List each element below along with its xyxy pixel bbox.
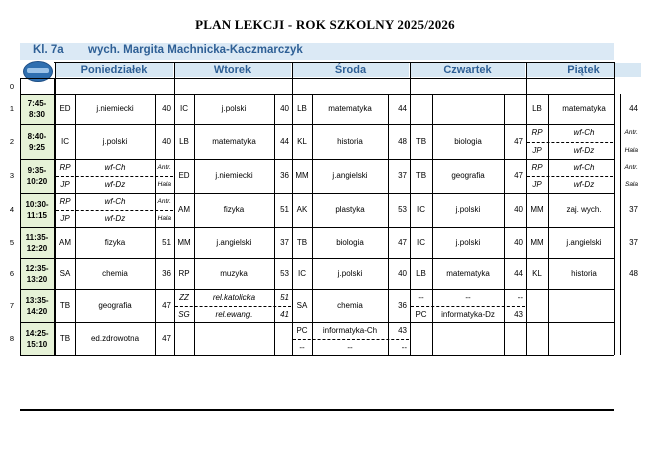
lesson-room: 51: [280, 205, 289, 214]
lesson-time: [20, 159, 54, 193]
lesson-subject: wf-Dz: [104, 180, 126, 189]
lesson-teacher: IC: [298, 269, 306, 278]
lesson-subject: wf-Ch: [104, 197, 126, 206]
lesson-teacher: ED: [59, 104, 71, 113]
grid-line: [20, 78, 614, 79]
lesson-teacher: JP: [60, 180, 70, 189]
lesson-teacher: --: [418, 293, 424, 302]
lesson-room: 47: [162, 301, 171, 310]
lesson-room: 36: [162, 269, 171, 278]
lesson-room: 53: [398, 205, 407, 214]
lesson-subject: j.angielski: [216, 238, 252, 247]
lesson-subject: --: [465, 293, 471, 302]
lesson-subject: historia: [337, 137, 363, 146]
lesson-room: 47: [514, 137, 523, 146]
split-divider: [411, 306, 525, 307]
lesson-subject: wf-Dz: [573, 180, 595, 189]
day-header-1: Poniedziałek: [55, 63, 173, 77]
lesson-teacher: RP: [59, 163, 71, 172]
footer-divider: [20, 409, 614, 411]
lesson-room: Antr.: [157, 198, 171, 205]
lesson-teacher: RP: [59, 197, 71, 206]
class-header: [20, 43, 614, 60]
lesson-subject: biologia: [336, 238, 364, 247]
lesson-subject: j.polski: [102, 137, 128, 146]
split-divider: [527, 142, 613, 143]
lesson-room: 37: [629, 238, 638, 247]
page-title: PLAN LEKCJI - ROK SZKOLNY 2025/2026: [195, 17, 455, 32]
lesson-time: [20, 94, 54, 124]
lesson-room: Hala: [157, 215, 171, 222]
lesson-subject: wf-Ch: [573, 128, 595, 137]
lesson-subject: wf-Dz: [104, 214, 126, 223]
lesson-subject: zaj. wych.: [566, 205, 602, 214]
lesson-subject: plastyka: [335, 205, 365, 214]
lesson-teacher: JP: [60, 214, 70, 223]
row-number: 8: [9, 334, 15, 343]
lesson-subject: --: [347, 343, 353, 352]
lesson-time: [20, 124, 54, 159]
lesson-teacher: LB: [532, 104, 542, 113]
lesson-subject: wf-Ch: [573, 163, 595, 172]
split-divider: [293, 339, 409, 340]
lesson-time: [20, 193, 54, 227]
lesson-teacher: MM: [295, 171, 309, 180]
lesson-time: [20, 227, 54, 258]
lesson-room: 37: [629, 205, 638, 214]
lesson-time-text: 7:45- 8:30: [27, 99, 47, 119]
lesson-subject: matematyka: [212, 137, 256, 146]
lesson-room: 43: [514, 310, 523, 319]
lesson-teacher: RP: [178, 269, 190, 278]
lesson-time-text: 9:35- 10:20: [26, 166, 48, 186]
lesson-room: 40: [280, 104, 289, 113]
lesson-room: 36: [398, 301, 407, 310]
lesson-room: 51: [280, 293, 289, 302]
day-header-2: Wtorek: [174, 63, 291, 77]
lesson-teacher: SA: [296, 301, 308, 310]
lesson-subject: chemia: [337, 301, 363, 310]
lesson-teacher: KL: [532, 269, 542, 278]
lesson-teacher: KL: [297, 137, 307, 146]
lesson-teacher: MM: [177, 238, 191, 247]
lesson-room: 40: [398, 269, 407, 278]
lesson-room: 51: [162, 238, 171, 247]
lesson-subject: j.polski: [337, 269, 363, 278]
row-number: 4: [9, 205, 15, 214]
lesson-time: [20, 322, 54, 355]
lesson-teacher: PC: [415, 310, 427, 319]
lesson-subject: informatyka-Ch: [322, 326, 378, 335]
split-divider: [56, 176, 173, 177]
lesson-teacher: LB: [297, 104, 307, 113]
lesson-room: 40: [514, 205, 523, 214]
lesson-subject: ed.zdrowotna: [90, 334, 140, 343]
lesson-time-text: 13:35- 14:20: [25, 295, 49, 316]
lesson-room: 44: [398, 104, 407, 113]
lesson-subject: biologia: [454, 137, 482, 146]
lesson-subject: fizyka: [223, 205, 245, 214]
lesson-subject: fizyka: [104, 238, 126, 247]
lesson-room: Antr.: [624, 164, 638, 171]
lesson-teacher: TB: [415, 171, 427, 180]
lesson-teacher: RP: [531, 128, 543, 137]
lesson-room: 48: [629, 269, 638, 278]
lesson-room: 37: [280, 238, 289, 247]
lesson-teacher: TB: [296, 238, 308, 247]
lesson-subject: chemia: [102, 269, 128, 278]
lesson-teacher: AM: [59, 238, 71, 247]
lesson-subject: rel.katolicka: [212, 293, 256, 302]
lesson-teacher: LB: [179, 137, 189, 146]
lesson-room: 47: [514, 171, 523, 180]
lesson-subject: matematyka: [328, 104, 372, 113]
lesson-subject: j.niemiecki: [215, 171, 253, 180]
lesson-room: 44: [514, 269, 523, 278]
lesson-room: 53: [280, 269, 289, 278]
row-number: 7: [9, 301, 15, 310]
lesson-room: 37: [398, 171, 407, 180]
lesson-time: [20, 258, 54, 289]
lesson-subject: j.polski: [221, 104, 247, 113]
lesson-teacher: TB: [415, 137, 427, 146]
lesson-teacher: IC: [417, 238, 425, 247]
lesson-subject: matematyka: [446, 269, 490, 278]
lesson-teacher: ZZ: [179, 293, 189, 302]
lesson-time-text: 14:25- 15:10: [25, 328, 49, 349]
lesson-subject: j.angielski: [566, 238, 602, 247]
lesson-room: 41: [280, 310, 289, 319]
lesson-room: Antr.: [624, 129, 638, 136]
lesson-room: 44: [280, 137, 289, 146]
lesson-room: 44: [629, 104, 638, 113]
class-name: Kl. 7a: [33, 44, 64, 56]
grid-line: [20, 78, 21, 355]
lesson-room: --: [401, 343, 407, 352]
lesson-subject: muzyka: [220, 269, 248, 278]
row-number: 2: [9, 137, 15, 146]
lesson-subject: geografia: [451, 171, 485, 180]
row-number: 6: [9, 269, 15, 278]
lesson-teacher: ED: [178, 171, 190, 180]
lesson-teacher: MM: [530, 238, 544, 247]
lesson-room: 40: [162, 137, 171, 146]
lesson-room: 47: [398, 238, 407, 247]
day-header-5: Piątek: [526, 63, 641, 77]
lesson-subject: geografia: [98, 301, 132, 310]
row-number: 5: [9, 238, 15, 247]
row-number: 1: [9, 104, 15, 113]
lesson-teacher: JP: [532, 146, 542, 155]
lesson-teacher: LB: [416, 269, 426, 278]
lesson-subject: rel.ewang.: [215, 310, 253, 319]
lesson-teacher: JP: [532, 180, 542, 189]
lesson-teacher: IC: [417, 205, 425, 214]
lesson-room: 40: [162, 104, 171, 113]
lesson-subject: historia: [571, 269, 597, 278]
row-number: 0: [9, 82, 15, 91]
row-number: 3: [9, 171, 15, 180]
lesson-teacher: IC: [180, 104, 188, 113]
lesson-teacher: MM: [530, 205, 544, 214]
lesson-room: Hala: [624, 147, 638, 154]
lesson-teacher: PC: [296, 326, 308, 335]
lesson-teacher: --: [299, 343, 305, 352]
split-divider: [527, 176, 613, 177]
lesson-teacher: SA: [59, 269, 71, 278]
lesson-teacher: AM: [178, 205, 190, 214]
lesson-teacher: TB: [59, 301, 71, 310]
lesson-subject: j.niemiecki: [96, 104, 134, 113]
split-divider: [56, 210, 173, 211]
class-teacher: wych. Margita Machnicka-Kaczmarczyk: [88, 44, 303, 56]
lesson-room: --: [517, 293, 523, 302]
lesson-time-text: 12:35- 13:20: [25, 263, 49, 284]
lesson-teacher: AK: [296, 205, 308, 214]
lesson-time: [20, 289, 54, 322]
lesson-subject: j.angielski: [332, 171, 368, 180]
lesson-room: Antr.: [157, 164, 171, 171]
day-header-4: Czwartek: [410, 63, 525, 77]
lesson-room: 47: [162, 334, 171, 343]
lesson-subject: informatyka-Dz: [441, 310, 495, 319]
lesson-time-text: 8:40- 9:25: [27, 131, 47, 152]
lesson-time-text: 10:30- 11:15: [25, 200, 49, 220]
lesson-teacher: TB: [59, 334, 71, 343]
lesson-room: Sala: [624, 181, 638, 188]
lesson-subject: wf-Dz: [573, 146, 595, 155]
lesson-subject: j.polski: [455, 238, 481, 247]
lesson-room: 48: [398, 137, 407, 146]
lesson-teacher: SG: [178, 310, 190, 319]
lesson-room: 43: [398, 326, 407, 335]
split-divider: [175, 306, 291, 307]
lesson-room: 40: [514, 238, 523, 247]
lesson-room: 36: [280, 171, 289, 180]
lesson-teacher: IC: [61, 137, 69, 146]
lesson-subject: matematyka: [562, 104, 606, 113]
grid-line: [54, 62, 614, 63]
lesson-subject: wf-Ch: [104, 163, 126, 172]
lesson-teacher: RP: [531, 163, 543, 172]
lesson-time-text: 11:35- 12:20: [25, 232, 49, 253]
day-header-3: Środa: [292, 63, 409, 77]
lesson-subject: j.polski: [455, 205, 481, 214]
lesson-room: Hala: [157, 181, 171, 188]
